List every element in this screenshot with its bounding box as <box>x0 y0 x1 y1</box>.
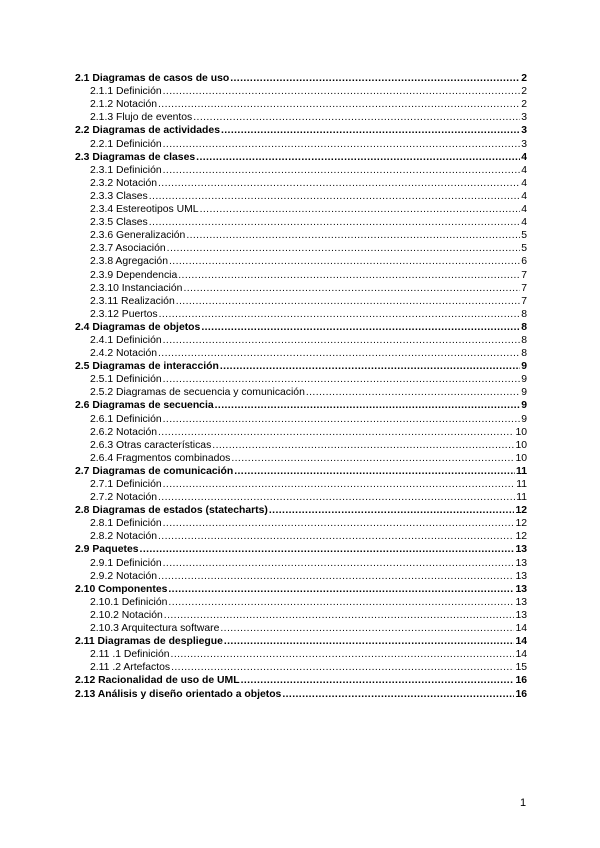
toc-subsection-entry[interactable] <box>75 229 527 242</box>
toc-entry-page: 13 <box>515 570 527 582</box>
toc-entry-page: 8 <box>521 321 527 333</box>
toc-entry-title: 2.7.1 Definición <box>90 479 162 490</box>
toc-subsection-entry[interactable] <box>75 556 527 569</box>
toc-entry-page: 8 <box>521 334 527 346</box>
toc-subsection-entry[interactable] <box>75 517 527 530</box>
toc-subsection-entry[interactable] <box>75 648 527 661</box>
toc-entry-title: 2.3.11 Realización <box>90 295 175 307</box>
toc-entry-page: 3 <box>521 112 527 124</box>
toc-subsection-entry[interactable] <box>75 268 527 281</box>
toc-entry-title: 2.3.9 Dependencia <box>90 269 178 281</box>
toc-entry-page: 6 <box>521 256 527 268</box>
toc-dot-leader <box>158 530 514 543</box>
toc-dot-leader <box>224 635 515 648</box>
toc-entry-page: 9 <box>521 374 527 386</box>
toc-subsection-entry[interactable] <box>75 164 527 177</box>
toc-entry-title: 2.10.2 Notación <box>90 609 163 621</box>
toc-entry-page: 10 <box>515 439 527 451</box>
toc-section-entry[interactable] <box>75 635 527 648</box>
toc-entry-title: 2.3.12 Puertos <box>90 308 158 320</box>
toc-dot-leader <box>149 190 520 203</box>
toc-subsection-entry[interactable] <box>75 190 527 203</box>
toc-subsection-entry[interactable] <box>75 282 527 295</box>
toc-dot-leader <box>140 543 515 556</box>
toc-entry-title: 2.9 Paquetes <box>75 544 139 556</box>
toc-subsection-entry[interactable] <box>75 452 527 465</box>
toc-entry-page: 4 <box>521 177 527 189</box>
toc-dot-leader <box>168 596 514 609</box>
toc-dot-leader <box>158 98 520 111</box>
toc-entry-title: 2.3.4 Estereotipos UML <box>90 204 199 216</box>
toc-entry-title: 2.10.3 Arquitectura software <box>90 623 220 635</box>
toc-entry-title: 2.1 Diagramas de casos de uso <box>75 73 230 85</box>
toc-dot-leader <box>196 151 520 164</box>
toc-entry-title: 2.2 Diagramas de actividades <box>75 125 220 137</box>
toc-entry-page: 12 <box>515 505 527 517</box>
toc-entry-page: 15 <box>515 662 527 674</box>
toc-dot-leader <box>282 688 514 701</box>
toc-subsection-entry[interactable] <box>75 622 527 635</box>
toc-dot-leader <box>212 439 514 452</box>
toc-entry-title: 2.7 Diagramas de comunicación <box>75 465 234 477</box>
toc-subsection-entry[interactable] <box>75 85 527 98</box>
toc-entry-title: 2.10 Componentes <box>75 583 168 595</box>
toc-dot-leader <box>221 124 520 137</box>
toc-entry-page: 11 <box>516 479 527 490</box>
toc-dot-leader <box>193 111 520 124</box>
toc-subsection-entry[interactable] <box>75 439 527 452</box>
toc-dot-leader <box>230 72 520 85</box>
toc-dot-leader <box>186 229 520 242</box>
toc-dot-leader <box>171 661 514 674</box>
toc-entry-page: 2 <box>521 86 527 98</box>
toc-dot-leader <box>163 557 515 570</box>
toc-entry-title: 2.7.2 Notación <box>90 492 158 504</box>
toc-entry-title: 2.1.2 Notación <box>90 99 158 111</box>
toc-entry-page: 2 <box>521 99 527 111</box>
toc-entry-title: 2.3.1 Definición <box>90 164 162 176</box>
toc-entry-page: 10 <box>515 452 527 464</box>
toc-entry-title: 2.2.1 Definición <box>90 138 162 150</box>
toc-dot-leader <box>269 504 515 517</box>
toc-entry-title: 2.11 .2 Artefactos <box>90 662 171 674</box>
toc-entry-page: 3 <box>521 138 527 150</box>
toc-entry-page: 14 <box>515 649 527 661</box>
toc-entry-title: 2.13 Análisis y diseño orientado a objetos <box>75 688 282 700</box>
toc-entry-title: 2.6.4 Fragmentos combinados <box>90 452 231 464</box>
toc-entry-title: 2.1.1 Definición <box>90 86 162 98</box>
toc-dot-leader <box>163 413 521 426</box>
toc-dot-leader <box>231 452 514 465</box>
toc-subsection-entry[interactable] <box>75 596 527 609</box>
toc-entry-title: 2.3.3 Clases <box>90 190 148 202</box>
toc-dot-leader <box>163 138 521 151</box>
toc-entry-page: 11 <box>516 465 527 477</box>
toc-entry-page: 9 <box>521 387 527 399</box>
toc-entry-page: 8 <box>521 348 527 360</box>
toc-entry-page: 16 <box>515 675 527 687</box>
toc-subsection-entry[interactable] <box>75 347 527 360</box>
toc-entry-page: 13 <box>515 609 527 621</box>
toc-entry-title: 2.11 .1 Definición <box>90 649 170 661</box>
toc-section-entry[interactable] <box>75 465 527 478</box>
toc-subsection-entry[interactable] <box>75 295 527 308</box>
toc-entry-title: 2.10.1 Definición <box>90 596 168 608</box>
toc-dot-leader <box>171 648 515 661</box>
toc-entry-title: 2.3.7 Asociación <box>90 243 166 255</box>
toc-subsection-entry[interactable] <box>75 373 527 386</box>
toc-dot-leader <box>163 164 521 177</box>
toc-dot-leader <box>149 216 520 229</box>
toc-dot-leader <box>159 308 521 321</box>
toc-entry-title: 2.5.1 Definición <box>90 374 162 386</box>
toc-entry-title: 2.3.6 Generalización <box>90 230 186 242</box>
toc-entry-title: 2.11 Diagramas de despliegue <box>75 636 223 648</box>
toc-section-entry[interactable] <box>75 583 527 596</box>
toc-section-entry[interactable] <box>75 72 527 85</box>
toc-entry-page: 3 <box>521 125 527 137</box>
toc-dot-leader <box>220 622 514 635</box>
toc-entry-page: 9 <box>521 400 527 412</box>
toc-entry-title: 2.8.1 Definición <box>90 518 162 530</box>
toc-entry-title: 2.9.2 Notación <box>90 570 158 582</box>
toc-subsection-entry[interactable] <box>75 570 527 583</box>
toc-entry-title: 2.4 Diagramas de objetos <box>75 321 201 333</box>
toc-entry-title: 2.9.1 Definición <box>90 557 162 569</box>
toc-entry-title: 2.3.8 Agregación <box>90 256 168 268</box>
toc-dot-leader <box>234 465 515 478</box>
toc-entry-page: 4 <box>521 164 527 176</box>
toc-dot-leader <box>163 334 521 347</box>
toc-entry-title: 2.4.2 Notación <box>90 348 158 360</box>
toc-entry-page: 13 <box>515 544 527 556</box>
toc-subsection-entry[interactable] <box>75 111 527 124</box>
toc-dot-leader <box>158 491 515 504</box>
toc-section-entry[interactable] <box>75 321 527 334</box>
page-number: 1 <box>520 797 527 809</box>
toc-dot-leader <box>183 282 520 295</box>
toc-dot-leader <box>200 203 521 216</box>
toc-entry-page: 5 <box>521 230 527 242</box>
toc-entry-page: 9 <box>521 361 527 373</box>
toc-entry-title: 2.3 Diagramas de clases <box>75 151 196 163</box>
toc-entry-title: 2.12 Racionalidad de uso de UML <box>75 675 240 687</box>
toc-entry-page: 13 <box>515 557 527 569</box>
toc-entry-title: 2.5.2 Diagramas de secuencia y comunicación <box>90 387 305 399</box>
toc-section-entry[interactable] <box>75 399 527 412</box>
toc-subsection-entry[interactable] <box>75 177 527 190</box>
toc-entry-title: 2.5 Diagramas de interacción <box>75 361 219 373</box>
toc-dot-leader <box>158 426 514 439</box>
toc-entry-page: 7 <box>521 269 527 281</box>
toc-entry-title: 2.6.2 Notación <box>90 426 158 438</box>
toc-subsection-entry[interactable] <box>75 98 527 111</box>
toc-dot-leader <box>178 269 520 282</box>
toc-subsection-entry[interactable] <box>75 412 527 425</box>
table-of-contents <box>75 72 527 701</box>
toc-subsection-entry[interactable] <box>75 491 527 504</box>
toc-dot-leader <box>220 360 520 373</box>
toc-section-entry[interactable] <box>75 687 527 700</box>
toc-entry-title: 2.4.1 Definición <box>90 334 162 346</box>
toc-entry-page: 4 <box>521 204 527 216</box>
toc-dot-leader <box>241 674 515 687</box>
toc-section-entry[interactable] <box>75 674 527 687</box>
toc-subsection-entry[interactable] <box>75 242 527 255</box>
toc-entry-page: 13 <box>515 583 527 595</box>
toc-subsection-entry[interactable] <box>75 478 527 491</box>
toc-entry-title: 2.8 Diagramas de estados (statecharts) <box>75 505 268 517</box>
toc-entry-page: 4 <box>521 190 527 202</box>
toc-subsection-entry[interactable] <box>75 609 527 622</box>
toc-dot-leader <box>158 570 514 583</box>
toc-section-entry[interactable] <box>75 360 527 373</box>
toc-entry-page: 10 <box>515 426 527 438</box>
toc-dot-leader <box>306 386 520 399</box>
toc-section-entry[interactable] <box>75 504 527 517</box>
toc-subsection-entry[interactable] <box>75 137 527 150</box>
toc-subsection-entry[interactable] <box>75 255 527 268</box>
toc-dot-leader <box>158 177 520 190</box>
toc-entry-title: 2.3.10 Instanciación <box>90 282 183 294</box>
toc-entry-page: 5 <box>521 243 527 255</box>
toc-entry-title: 2.1.3 Flujo de eventos <box>90 112 193 124</box>
toc-dot-leader <box>163 478 516 491</box>
toc-entry-page: 16 <box>515 688 527 700</box>
toc-subsection-entry[interactable] <box>75 308 527 321</box>
toc-entry-page: 7 <box>521 282 527 294</box>
toc-dot-leader <box>163 517 515 530</box>
toc-subsection-entry[interactable] <box>75 216 527 229</box>
toc-subsection-entry[interactable] <box>75 661 527 674</box>
toc-entry-page: 12 <box>515 518 527 530</box>
toc-dot-leader <box>158 347 520 360</box>
toc-section-entry[interactable] <box>75 124 527 137</box>
toc-dot-leader <box>163 85 521 98</box>
toc-subsection-entry[interactable] <box>75 334 527 347</box>
toc-entry-page: 7 <box>521 295 527 307</box>
toc-dot-leader <box>164 609 515 622</box>
toc-entry-title: 2.6.3 Otras características <box>90 439 212 451</box>
toc-entry-page: 14 <box>515 636 527 648</box>
toc-subsection-entry[interactable] <box>75 530 527 543</box>
toc-dot-leader <box>176 295 521 308</box>
toc-entry-page: 12 <box>515 531 527 543</box>
toc-subsection-entry[interactable] <box>75 203 527 216</box>
toc-dot-leader <box>169 255 520 268</box>
toc-entry-page: 11 <box>516 492 527 504</box>
toc-subsection-entry[interactable] <box>75 426 527 439</box>
toc-section-entry[interactable] <box>75 543 527 556</box>
toc-dot-leader <box>167 242 521 255</box>
toc-dot-leader <box>163 373 521 386</box>
toc-section-entry[interactable] <box>75 151 527 164</box>
toc-entry-title: 2.3.5 Clases <box>90 217 148 229</box>
toc-entry-title: 2.6.1 Definición <box>90 413 162 425</box>
toc-entry-page: 9 <box>521 413 527 425</box>
toc-entry-page: 13 <box>515 596 527 608</box>
toc-entry-title: 2.8.2 Notación <box>90 531 158 543</box>
toc-dot-leader <box>215 399 521 412</box>
toc-entry-page: 8 <box>521 308 527 320</box>
toc-subsection-entry[interactable] <box>75 386 527 399</box>
toc-dot-leader <box>168 583 514 596</box>
toc-entry-title: 2.3.2 Notación <box>90 177 158 189</box>
toc-entry-title: 2.6 Diagramas de secuencia <box>75 400 214 412</box>
toc-entry-page: 4 <box>521 217 527 229</box>
toc-entry-page: 4 <box>521 151 527 163</box>
toc-entry-page: 2 <box>521 73 527 85</box>
toc-dot-leader <box>201 321 520 334</box>
toc-entry-page: 14 <box>515 623 527 635</box>
